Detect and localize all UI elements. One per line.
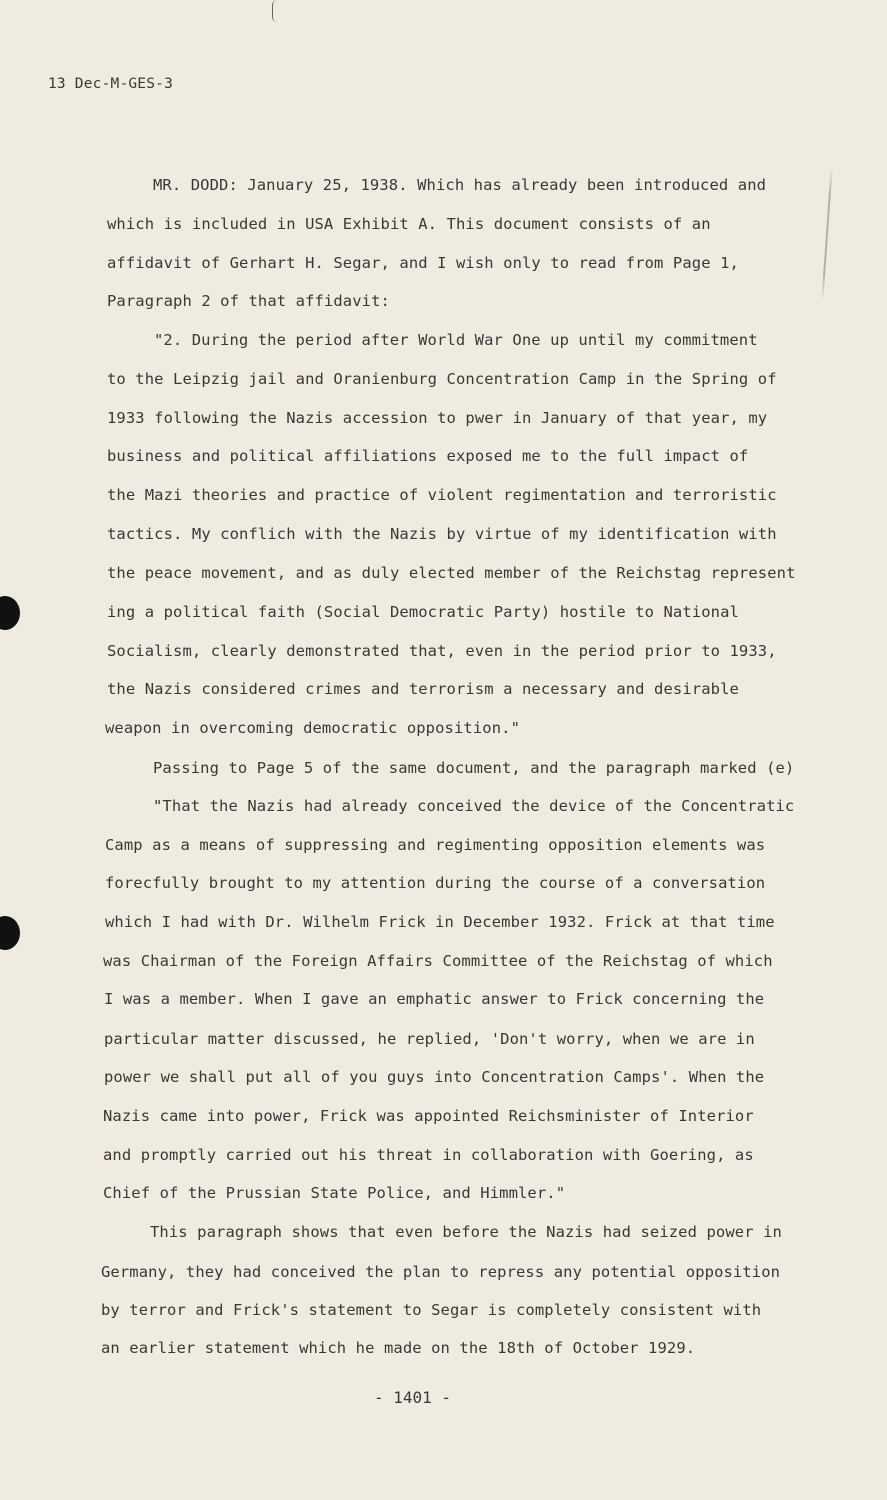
text-line: 1933 following the Nazis accession to pwer in January of that year, my bbox=[107, 409, 768, 427]
text-line: affidavit of Gerhart H. Segar, and I wish only to read from Page 1, bbox=[107, 254, 739, 272]
text-line: "That the Nazis had already conceived the device of the Concentratic bbox=[153, 797, 795, 815]
text-line: the Mazi theories and practice of violent regimentation and terroristic bbox=[107, 486, 777, 504]
text-line: This paragraph shows that even before the Nazis had seized power in bbox=[150, 1223, 782, 1241]
text-line: Chief of the Prussian State Police, and Himmler." bbox=[103, 1184, 566, 1202]
text-line: power we shall put all of you guys into Concentration Camps'. When the bbox=[104, 1068, 765, 1086]
text-line: which I had with Dr. Wilhelm Frick in December 1932. Frick at that time bbox=[105, 913, 775, 931]
text-line: the peace movement, and as duly elected member of the Reichstag represent bbox=[107, 564, 796, 582]
text-line: business and political affiliations exposed me to the full impact of bbox=[107, 447, 749, 465]
text-line: the Nazis considered crimes and terrorism a necessary and desirable bbox=[107, 680, 739, 698]
margin-pencil-stroke bbox=[821, 168, 832, 300]
text-line: Passing to Page 5 of the same document, and the paragraph marked (e) bbox=[153, 759, 795, 777]
text-line: by terror and Frick's statement to Segar is completely consistent with bbox=[101, 1301, 762, 1319]
text-line: which is included in USA Exhibit A. This document consists of an bbox=[107, 215, 711, 233]
text-line: ing a political faith (Social Democratic Party) hostile to National bbox=[107, 603, 739, 621]
text-line: forecfully brought to my attention during the course of a conversation bbox=[105, 874, 766, 892]
text-line: "2. During the period after World War One up until my commitment bbox=[154, 331, 758, 349]
punch-hole-lower bbox=[0, 916, 20, 950]
text-line: Germany, they had conceived the plan to repress any potential opposition bbox=[101, 1263, 781, 1281]
text-line: weapon in overcoming democratic opposition." bbox=[105, 719, 520, 737]
text-line: tactics. My conflich with the Nazis by virtue of my identification with bbox=[107, 525, 777, 543]
text-line: particular matter discussed, he replied, 'Don't worry, when we are in bbox=[104, 1030, 755, 1048]
text-line: Camp as a means of suppressing and regimenting opposition elements was bbox=[105, 836, 766, 854]
top-edge-mark bbox=[272, 0, 277, 22]
text-line: and promptly carried out his threat in collaboration with Goering, as bbox=[103, 1146, 754, 1164]
text-line: to the Leipzig jail and Oranienburg Concentration Camp in the Spring of bbox=[107, 370, 777, 388]
text-line: Nazis came into power, Frick was appointed Reichsminister of Interior bbox=[103, 1107, 754, 1125]
text-line: MR. DODD: January 25, 1938. Which has already been introduced and bbox=[153, 176, 767, 194]
page-number: - 1401 - bbox=[374, 1388, 452, 1407]
text-line: was Chairman of the Foreign Affairs Committee of the Reichstag of which bbox=[103, 952, 773, 970]
document-reference: 13 Dec-M-GES-3 bbox=[48, 76, 174, 92]
text-line: I was a member. When I gave an emphatic answer to Frick concerning the bbox=[104, 990, 765, 1008]
text-line: Socialism, clearly demonstrated that, even in the period prior to 1933, bbox=[107, 642, 777, 660]
text-line: an earlier statement which he made on the 18th of October 1929. bbox=[101, 1339, 696, 1357]
text-line: Paragraph 2 of that affidavit: bbox=[107, 292, 390, 310]
punch-hole-upper bbox=[0, 596, 20, 630]
